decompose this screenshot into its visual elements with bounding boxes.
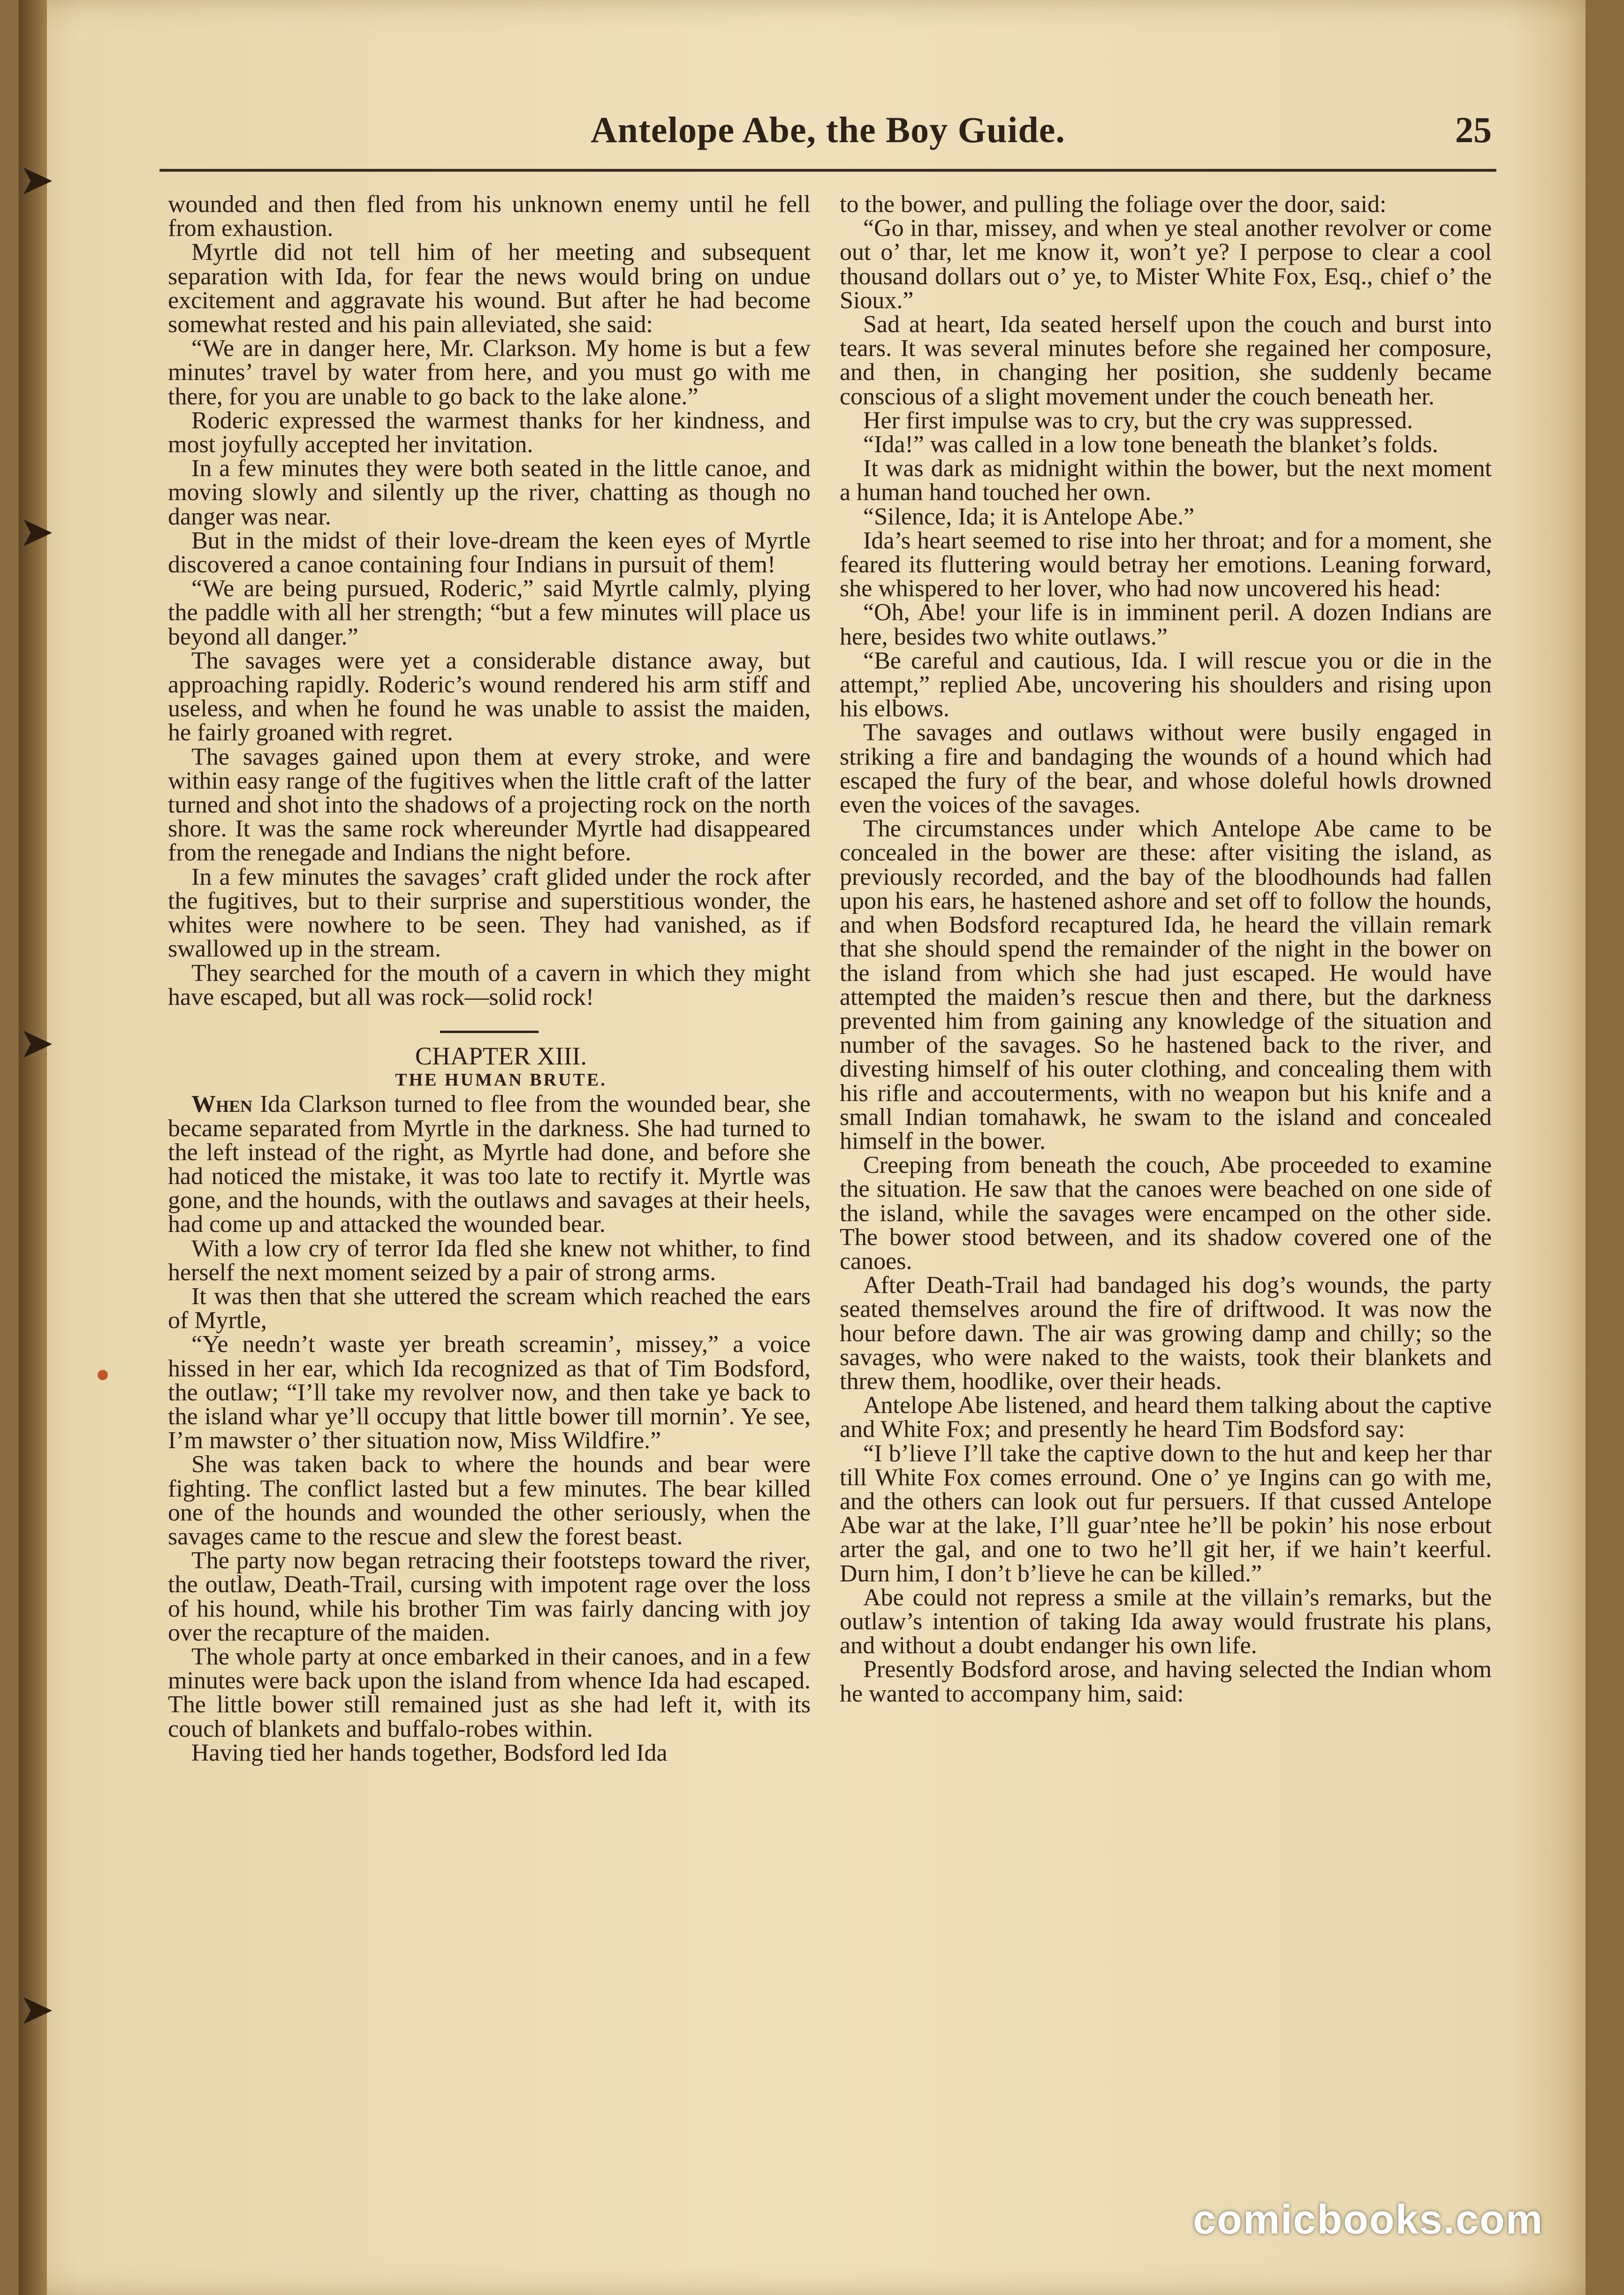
paragraph: The savages and outlaws without were busily engaged in striking a fire and bandaging the wounds of a hound which had escaped the fury of the bear, and whose doleful howls drowned even the voices of the savages. [840, 719, 1492, 819]
running-header [164, 109, 1492, 160]
paragraph: Roderic expressed the warmest thanks for her kindness, and most joyfully accepted her invitation. [168, 407, 811, 458]
right-column [840, 192, 1492, 2144]
lead-word: When [191, 1091, 253, 1118]
binding-staple: ➤ [19, 509, 54, 555]
paragraph: to the bower, and pulling the foliage over the door, said: [840, 192, 1387, 218]
paragraph: Her first impulse was to cry, but the cry was suppressed. [863, 407, 1413, 434]
paragraph: The whole party at once embarked in their canoes, and in a few minutes were back upon the island from whence Ida had escaped. The little bower still remained just as she had left it, with its couch of blankets and buffalo-robes within. [168, 1643, 811, 1742]
paragraph [168, 1092, 811, 1236]
watermark: comicbooks.com [1193, 2196, 1543, 2242]
paragraph: The party now began retracing their footsteps toward the river, the outlaw, Death-Trail, cursing with impotent rage over the loss of his hound, while his brother Tim was fairly dancing with joy over the recapture of the maiden. [168, 1547, 811, 1646]
paragraph: “We are in danger here, Mr. Clarkson. My home is but a few minutes’ travel by water from here, and you must go with me there, for you are unable to go back to the lake alone.” [168, 335, 811, 410]
binding-staple: ➤ [19, 1987, 54, 2033]
paragraph: With a low cry of terror Ida fled she knew not whither, to find herself the next moment seized by a pair of strong arms. [168, 1235, 811, 1286]
left-column [168, 192, 811, 2144]
binding-spine [19, 0, 47, 2295]
paragraph: Creeping from beneath the couch, Abe proceeded to examine the situation. He saw that the canoes were beached on one side of the island, while the savages were encamped on the other side. The bower stood between, and its shadow covered one of the canoes. [840, 1152, 1492, 1275]
paragraph: “Oh, Abe! your life is in imminent peril. A dozen Indians are here, besides two white outlaws.” [840, 599, 1492, 650]
paragraph: Myrtle did not tell him of her meeting and subsequent separation with Ida, for fear the news would bring on undue excitement and aggravate his wound. But after he had become somewhat rested and his pain alleviated, she said: [168, 239, 811, 338]
paragraph: In a few minutes they were both seated in the little canoe, and moving slowly and silently up the river, chatting as though no danger was near. [168, 455, 811, 530]
paragraph: Having tied her hands together, Bodsford led Ida [191, 1739, 668, 1766]
paragraph: “Be careful and cautious, Ida. I will rescue you or die in the attempt,” replied Abe, uncovering his shoulders and rising upon his elbows. [840, 647, 1492, 722]
paragraph: In a few minutes the savages’ craft glided under the rock after the fugitives, but to their surprise and superstitious wonder, the whites were nowhere to be seen. They had vanished, as if swallowed up in the stream. [168, 863, 811, 963]
header-rule [159, 169, 1496, 172]
paragraph: “Go in thar, missey, and when ye steal another revolver or come out o’ thar, let me know it, won’t ye? I perpose to clear a cool thousand dollars out o’ ye, to Mister White Fox, Esq., chief o’ the Sioux.” [840, 215, 1492, 314]
paragraph: It was then that she uttered the scream which reached the ears of Myrtle, [168, 1283, 811, 1334]
paragraph: “I b’lieve I’ll take the captive down to the hut and keep her thar till White Fox comes erround. One o’ ye Ingins can go with me, and the others can look out fur persuers. If that cussed Antelope Abe war at the lake, I’ll guar’ntee he’ll be pokin’ his nose erbout arter the gal, and one to two he’ll git her, if we hain’t keerful. Durn him, I don’t b’lieve he can be killed.” [840, 1440, 1492, 1587]
running-title: Antelope Abe, the Boy Guide. [591, 109, 1065, 150]
paragraph-text: Ida Clarkson turned to flee from the wounded bear, she became separated from Myrtle in the darkness. She had turned to the left instead of the right, as Myrtle had done, and before she had noticed the mistake, it was too late to rectify it. Myrtle was gone, and the hounds, with the outlaws and savages at their heels, had come up and attacked the wounded bear. [168, 1091, 811, 1238]
paper-fleck [98, 1370, 108, 1380]
paragraph: Ida’s heart seemed to rise into her throat; and for a moment, she feared its fluttering would betray her emotions. Leaning forward, she whispered to her lover, who had now uncovered his head: [840, 527, 1492, 602]
paragraph: But in the midst of their love-dream the keen eyes of Myrtle discovered a canoe containing four Indians in pursuit of them! [168, 527, 811, 578]
page-number: 25 [1455, 109, 1492, 150]
paragraph: They searched for the mouth of a cavern in which they might have escaped, but all was rock—solid rock! [168, 959, 811, 1011]
paragraph: Presently Bodsford arose, and having selected the Indian whom he wanted to accompany him, said: [840, 1656, 1492, 1707]
paragraph: Antelope Abe listened, and heard them talking about the captive and White Fox; and presently he heard Tim Bodsford say: [840, 1392, 1492, 1443]
paragraph: The savages were yet a considerable distance away, but approaching rapidly. Roderic’s wound rendered his arm stiff and useless, and when he found he was unable to assist the maiden, he fairly groaned with regret. [168, 647, 811, 746]
paragraph: wounded and then fled from his unknown enemy until he fell from exhaustion. [168, 192, 811, 242]
page [19, 0, 1586, 2295]
paragraph: “We are being pursued, Roderic,” said Myrtle calmly, plying the paddle with all her strength; “but a few minutes will place us beyond all danger.” [168, 575, 811, 650]
binding-staple: ➤ [19, 157, 54, 204]
paragraph: “Ye needn’t waste yer breath screamin’, missey,” a voice hissed in her ear, which Ida recognized as that of Tim Bodsford, the outlaw; “I’ll take my revolver now, and then take ye back to the island whar ye’ll occupy that little bower till mornin’. Ye see, I’m mawster o’ ther situation now, Miss Wildfire.” [168, 1331, 811, 1454]
paragraph: Abe could not repress a smile at the villain’s remarks, but the outlaw’s intention of taking Ida away would frustrate his plans, and without a doubt endanger his own life. [840, 1584, 1492, 1659]
chapter-divider [440, 1031, 539, 1033]
chapter-subtitle: THE HUMAN BRUTE. [395, 1070, 607, 1090]
paragraph: After Death-Trail had bandaged his dog’s wounds, the party seated themselves around the fire of driftwood. It was now the hour before dawn. The air was growing damp and chilly; so the savages, who were naked to the waists, took their blankets and threw them, hoodlike, over their heads. [840, 1272, 1492, 1395]
paragraph: She was taken back to where the hounds and bear were fighting. The conflict lasted but a few minutes. The bear killed one of the hounds and wounded the other seriously, when the savages came to the rescue and slew the forest beast. [168, 1451, 811, 1550]
paragraph: The savages gained upon them at every stroke, and were within easy range of the fugitives when the little craft of the latter turned and shot into the shadows of a projecting rock on the north shore. It was the same rock whereunder Myrtle had disappeared from the renegade and Indians the night before. [168, 743, 811, 866]
paragraph: Sad at heart, Ida seated herself upon the couch and burst into tears. It was several minutes before she regained her composure, and then, in changing her position, she suddenly became conscious of a slight movement under the couch beneath her. [840, 311, 1492, 410]
paragraph: “Ida!” was called in a low tone beneath the blanket’s folds. [863, 431, 1438, 458]
paragraph: The circumstances under which Antelope Abe came to be concealed in the bower are these: after visiting the island, as previously recorded, and the bay of the bloodhounds had fallen upon his ears, he hastened ashore and set off to follow the hounds, and when Bodsford recaptured Ida, he heard the villain remark that she should spend the remainder of the night in the bower on the island from which she had just escaped. He would have attempted the maiden’s rescue then and there, but the darkness prevented him from gaining any knowledge of the situation and number of the savages. So he hastened back to the river, and divesting himself of his outer clothing, and concealing them with his rifle and accouterments, with no weapon but his knife and a small Indian tomahawk, he swam to the island and concealed himself in the bower. [840, 815, 1492, 1155]
binding-staple: ➤ [19, 1020, 54, 1067]
paragraph: It was dark as midnight within the bower, but the next moment a human hand touched her own. [840, 455, 1492, 506]
chapter-heading: CHAPTER XIII. [415, 1041, 587, 1070]
paragraph: “Silence, Ida; it is Antelope Abe.” [863, 503, 1195, 530]
